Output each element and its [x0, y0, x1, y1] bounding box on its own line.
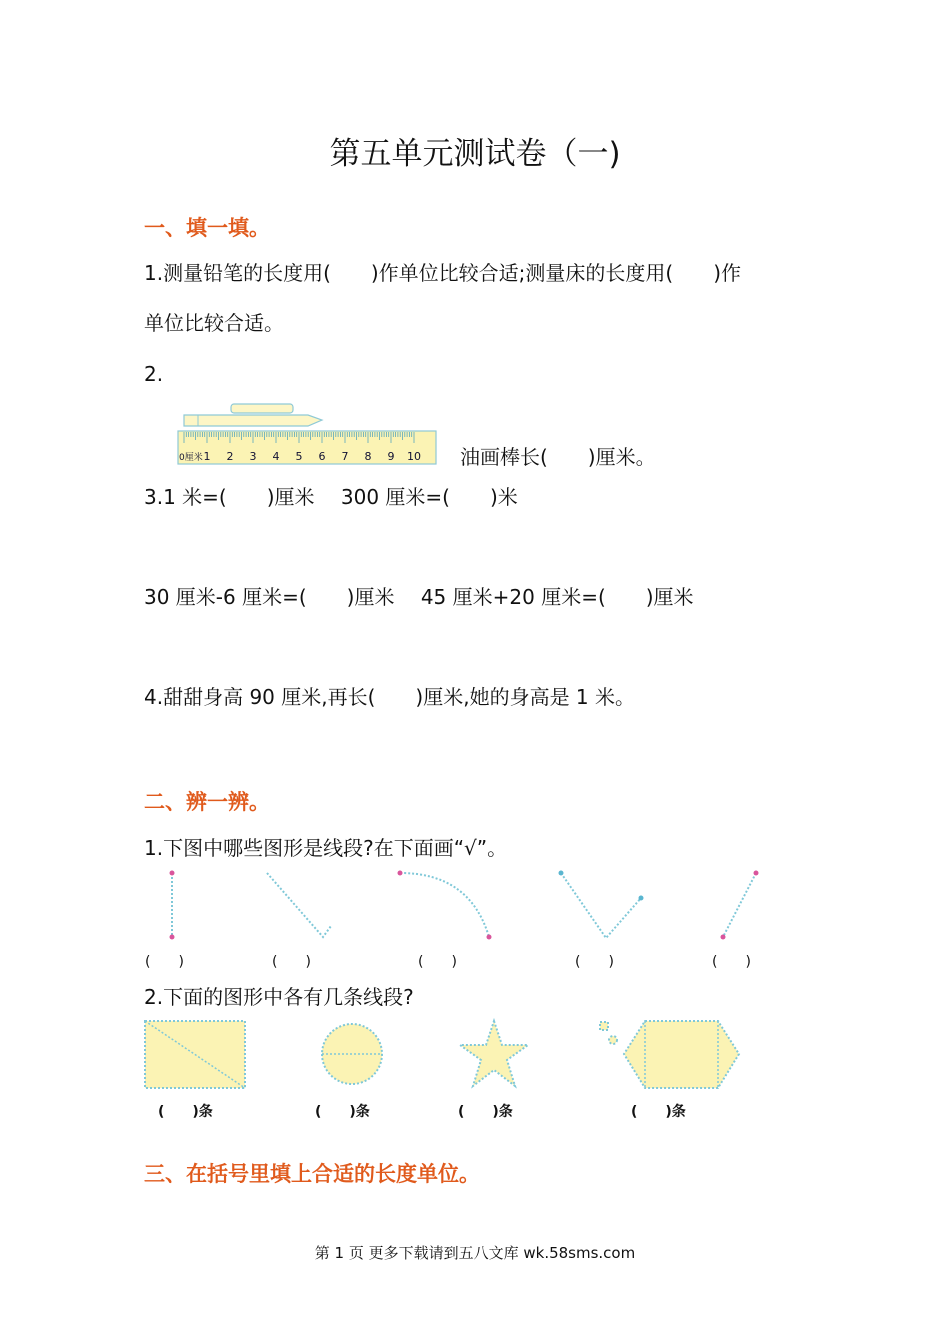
count-blank-4[interactable]: ( )条 — [631, 1104, 686, 1120]
ruler-tick-label: 2 — [226, 450, 234, 463]
ruler-tick-label: 3 — [249, 450, 257, 463]
ruler-tick-label: 9 — [387, 450, 395, 463]
question-1-3-line1: 3.1 米=( )厘米 300 厘米=( )米 — [144, 485, 518, 509]
question-1-1-line1: 1.测量铅笔的长度用( )作单位比较合适;测量床的长度用( )作 — [144, 261, 742, 285]
count-blank-2[interactable]: ( )条 — [315, 1104, 370, 1120]
question-1-3-line2: 30 厘米-6 厘米=( )厘米 45 厘米+20 厘米=( )厘米 — [144, 585, 694, 609]
hexagon-shape — [624, 1021, 739, 1088]
section-1-heading: 一、填一填。 — [144, 216, 270, 240]
answer-blank-4[interactable]: ( ) — [575, 954, 614, 970]
ruler-tick-label: 8 — [364, 450, 372, 463]
question-1-1-line2: 单位比较合适。 — [144, 311, 284, 335]
ruler-tick-label: 1 — [203, 450, 211, 463]
ruler-tick-label: 6 — [318, 450, 326, 463]
question-2-1: 1.下图中哪些图形是线段?在下面画“√”。 — [144, 836, 508, 860]
page-footer: 第 1 页 更多下载请到五八文库 wk.58sms.com — [314, 1244, 636, 1262]
question-2-2: 2.下面的图形中各有几条线段? — [144, 985, 414, 1009]
page-title: 第五单元测试卷（一) — [329, 136, 621, 172]
answer-blank-5[interactable]: ( ) — [712, 954, 751, 970]
small-circle-shape — [609, 1036, 617, 1044]
ruler-tick-label: 4 — [272, 450, 280, 463]
count-blank-1[interactable]: ( )条 — [158, 1104, 213, 1120]
ruler-tick-label: 5 — [295, 450, 303, 463]
ruler-tick-label: 7 — [341, 450, 349, 463]
section-3-heading: 三、在括号里填上合适的长度单位。 — [144, 1162, 480, 1186]
star-shape — [460, 1021, 528, 1086]
small-square-shape — [600, 1022, 608, 1030]
ruler-tick-label: 10 — [407, 450, 421, 463]
count-blank-3[interactable]: ( )条 — [458, 1104, 513, 1120]
question-1-2-text: 油画棒长( )厘米。 — [460, 445, 656, 469]
answer-blank-1[interactable]: ( ) — [145, 954, 184, 970]
answer-blank-3[interactable]: ( ) — [418, 954, 457, 970]
question-1-2-number: 2. — [144, 362, 164, 386]
answer-blank-2[interactable]: ( ) — [272, 954, 311, 970]
section-2-heading: 二、辨一辨。 — [144, 790, 270, 814]
ruler-unit-label: 0厘米 — [179, 453, 203, 463]
question-1-4: 4.甜甜身高 90 厘米,再长( )厘米,她的身高是 1 米。 — [144, 685, 636, 709]
